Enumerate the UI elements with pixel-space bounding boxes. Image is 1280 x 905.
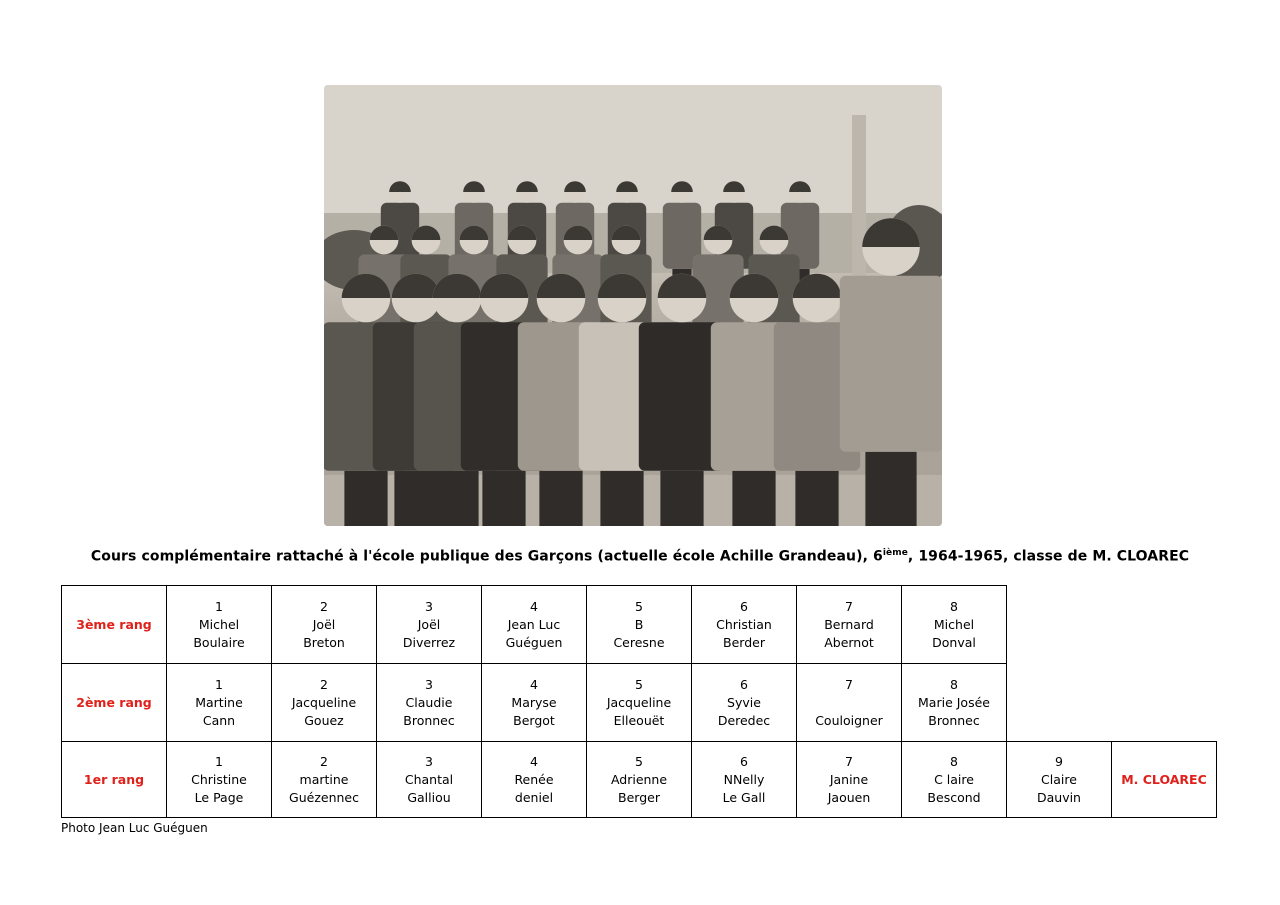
position-number: 2 bbox=[320, 753, 328, 769]
first-name: Jacqueline bbox=[606, 694, 672, 710]
position-number: 4 bbox=[530, 598, 538, 614]
first-name: Christine bbox=[191, 771, 247, 787]
first-name: Syvie bbox=[727, 694, 761, 710]
person-cell bbox=[167, 742, 272, 818]
first-name: Michel bbox=[933, 616, 975, 632]
first-name: martine bbox=[299, 771, 349, 787]
position-number: 7 bbox=[845, 598, 853, 614]
position-number: 4 bbox=[530, 676, 538, 692]
person-cell bbox=[377, 742, 482, 818]
position-number: 3 bbox=[425, 676, 433, 692]
last-name: Cann bbox=[202, 712, 236, 728]
last-name: Donval bbox=[932, 634, 976, 650]
first-name: Adrienne bbox=[610, 771, 668, 787]
caption-superscript: ième bbox=[882, 548, 908, 558]
first-name: NNelly bbox=[723, 771, 765, 787]
last-name: Galliou bbox=[407, 789, 451, 805]
row-label: 2ème rang bbox=[62, 664, 167, 742]
person-cell bbox=[1007, 742, 1112, 818]
first-name: Janine bbox=[829, 771, 869, 787]
first-name: Jacqueline bbox=[291, 694, 357, 710]
photo-caption bbox=[0, 548, 1280, 565]
last-name: Breton bbox=[303, 634, 345, 650]
last-name: Le Page bbox=[194, 789, 244, 805]
person-cell bbox=[272, 664, 377, 742]
position-number: 6 bbox=[740, 598, 748, 614]
first-name: Claire bbox=[1041, 771, 1077, 787]
first-name: Michel bbox=[198, 616, 240, 632]
last-name: Jaouen bbox=[827, 789, 871, 805]
position-number: 7 bbox=[845, 676, 853, 692]
position-number: 1 bbox=[215, 753, 223, 769]
person-cell bbox=[797, 742, 902, 818]
position-number: 2 bbox=[320, 676, 328, 692]
last-name: Dauvin bbox=[1036, 789, 1081, 805]
last-name: Le Gall bbox=[722, 789, 766, 805]
last-name: Ceresne bbox=[613, 634, 665, 650]
first-name: B bbox=[634, 616, 644, 632]
person-cell bbox=[692, 664, 797, 742]
position-number: 6 bbox=[740, 676, 748, 692]
person-cell bbox=[692, 586, 797, 664]
person-cell bbox=[797, 664, 902, 742]
first-name: Jean Luc bbox=[507, 616, 561, 632]
person-cell bbox=[482, 742, 587, 818]
first-name: Maryse bbox=[511, 694, 557, 710]
person-cell bbox=[587, 742, 692, 818]
first-name bbox=[797, 694, 901, 712]
person-cell bbox=[482, 664, 587, 742]
first-name: Chantal bbox=[404, 771, 454, 787]
table-row bbox=[62, 742, 1217, 818]
position-number: 3 bbox=[425, 753, 433, 769]
position-number: 5 bbox=[635, 676, 643, 692]
row-label: 1er rang bbox=[62, 742, 167, 818]
teacher-name: M. CLOAREC bbox=[1112, 742, 1217, 818]
caption-text: Cours complémentaire rattaché à l'école publique des Garçons (actuelle école Achille Grandeau), 6 bbox=[90, 548, 883, 565]
position-number: 6 bbox=[740, 753, 748, 769]
last-name: Diverrez bbox=[402, 634, 456, 650]
person-cell bbox=[902, 586, 1007, 664]
last-name: Bescond bbox=[927, 789, 981, 805]
person-cell bbox=[167, 664, 272, 742]
position-number: 5 bbox=[635, 753, 643, 769]
class-photo bbox=[324, 85, 942, 526]
position-number: 2 bbox=[320, 598, 328, 614]
last-name: Bergot bbox=[513, 712, 555, 728]
class-photo-image bbox=[324, 85, 942, 526]
position-number: 5 bbox=[635, 598, 643, 614]
first-name: Claudie bbox=[405, 694, 453, 710]
last-name: Ellеouët bbox=[613, 712, 665, 728]
first-name: Christian bbox=[716, 616, 772, 632]
row-label: 3ème rang bbox=[62, 586, 167, 664]
first-name: Martine bbox=[195, 694, 243, 710]
person-cell bbox=[902, 742, 1007, 818]
last-name: Bronnec bbox=[403, 712, 455, 728]
position-number: 8 bbox=[950, 753, 958, 769]
person-cell bbox=[587, 664, 692, 742]
position-number: 3 bbox=[425, 598, 433, 614]
caption-text-end: , 1964-1965, classe de M. CLOAREC bbox=[907, 548, 1190, 565]
first-name: Bernard bbox=[824, 616, 874, 632]
first-name: C laire bbox=[934, 771, 974, 787]
position-number: 1 bbox=[215, 676, 223, 692]
last-name: Berger bbox=[618, 789, 660, 805]
last-name: Gouez bbox=[304, 712, 344, 728]
first-name: Renée bbox=[514, 771, 554, 787]
names-table bbox=[61, 585, 1217, 818]
last-name: Bronnec bbox=[928, 712, 980, 728]
first-name: Joël bbox=[417, 616, 441, 632]
first-name: Joël bbox=[312, 616, 336, 632]
last-name: Abernot bbox=[824, 634, 874, 650]
last-name: Guéguen bbox=[505, 634, 563, 650]
last-name: Berder bbox=[723, 634, 765, 650]
person-cell bbox=[272, 586, 377, 664]
person-cell bbox=[797, 586, 902, 664]
person-cell bbox=[272, 742, 377, 818]
person-cell bbox=[377, 664, 482, 742]
position-number: 8 bbox=[950, 676, 958, 692]
person-cell bbox=[587, 586, 692, 664]
last-name: Guézennec bbox=[289, 789, 359, 805]
person-cell bbox=[902, 664, 1007, 742]
position-number: 1 bbox=[215, 598, 223, 614]
person-cell bbox=[692, 742, 797, 818]
table-row bbox=[62, 586, 1217, 664]
position-number: 9 bbox=[1055, 753, 1063, 769]
table-row bbox=[62, 664, 1217, 742]
last-name: deniel bbox=[514, 789, 554, 805]
position-number: 7 bbox=[845, 753, 853, 769]
photo-credit: Photo Jean Luc Guéguen bbox=[61, 821, 208, 835]
person-cell bbox=[167, 586, 272, 664]
last-name: Deredec bbox=[717, 712, 771, 728]
first-name: Marie Josée bbox=[918, 694, 990, 710]
last-name: Boulaire bbox=[193, 634, 245, 650]
position-number: 4 bbox=[530, 753, 538, 769]
person-cell bbox=[377, 586, 482, 664]
position-number: 8 bbox=[950, 598, 958, 614]
last-name: Couloigner bbox=[815, 712, 883, 728]
person-cell bbox=[482, 586, 587, 664]
